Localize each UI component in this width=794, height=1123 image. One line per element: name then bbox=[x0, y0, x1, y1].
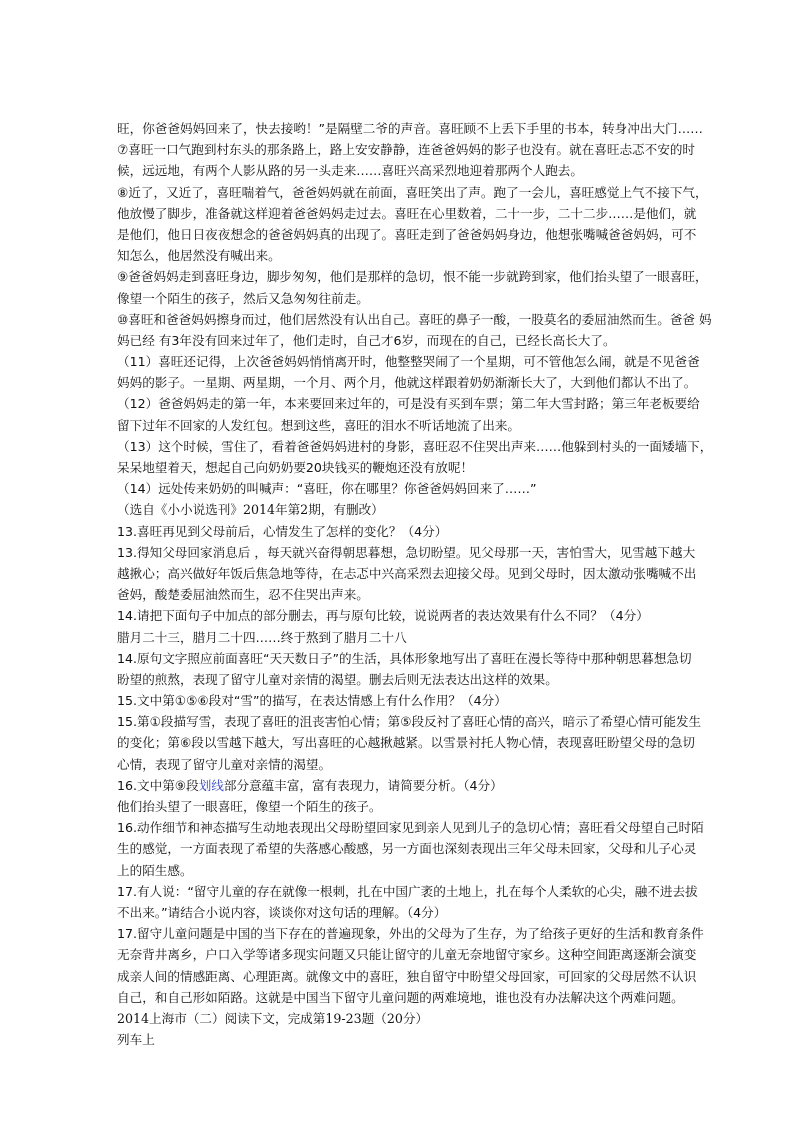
text-line: 的变化；第⑥段以雪越下越大，写出喜旺的心越揪越紧。以雪景衬托人物心情，表现喜旺盼望父母的急切 bbox=[117, 735, 696, 751]
source-note: （选自《小小说选刊》2014年第2期，有删改） bbox=[117, 502, 384, 518]
question-15: 15.文中第①⑤⑥段对“雪”的描写，在表达情感上有什么作用？（4分） bbox=[117, 693, 507, 709]
paragraph-9-line: ⑨爸爸妈妈走到喜旺身边，脚步匆匆，他们是那样的急切，恨不能一步就跨到家，他们抬头望了一眼喜旺， bbox=[117, 269, 708, 285]
answer-13-line: 13.得知父母回家消息后 ，每天就兴奋得朝思暮想，急切盼望。见父母那一天，害怕雪大，见雪越下越大 bbox=[117, 544, 696, 560]
question-16-suffix: 部分意蕴丰富，富有表现力，请简要分析。（4分） bbox=[223, 777, 503, 793]
question-16-prefix: 16.文中第⑨段 bbox=[117, 777, 199, 793]
article-title: 列车上 bbox=[117, 1032, 155, 1048]
paragraph-13-line: （13）这个时候，雪住了，看着爸爸妈妈进村的身影，喜旺忍不住哭出声来……他躲到村头的一面矮墙下， bbox=[117, 438, 713, 454]
question-13: 13.喜旺再见到父母前后，心情发生了怎样的变化？（4分） bbox=[117, 523, 448, 539]
text-line: 他放慢了脚步，准备就这样迎着爸爸妈妈走过去。喜旺在心里数着，二十一步，二十二步……是他们，就 bbox=[117, 205, 697, 221]
question-16 bbox=[117, 775, 677, 796]
paragraph-8-line: ⑧近了，又近了，喜旺喘着气，爸爸妈妈就在前面，喜旺笑出了声。跑了一会儿，喜旺感觉上气不接下气， bbox=[117, 184, 708, 200]
text-line: 像望一个陌生的孩子，然后又急匆匆往前走。 bbox=[117, 290, 369, 306]
text-line: 越揪心；高兴做好年饭后焦急地等待，在忐忑中兴高采烈去迎接父母。见到父母时，因太激动张嘴喊不出 bbox=[117, 565, 697, 581]
paragraph-10-line: ⑩喜旺和爸爸妈妈擦身而过，他们居然没有认出自己。喜旺的鼻子一酸，一股莫名的委屈油然而生。爸爸 妈 bbox=[117, 311, 712, 327]
text-line: 生的感觉，一方面表现了希望的失落感心酸感，另一方面也深刻表现出三年父母未回家，父母和儿子心灵 bbox=[117, 841, 697, 857]
document-page bbox=[117, 118, 713, 1050]
quoted-sentence: 腊月二十三，腊月二十四……终于熬到了腊月二十八 bbox=[117, 629, 407, 645]
text-line: 留下过年不回家的人发红包。想到这些，喜旺的泪水不听话地流了出来。 bbox=[117, 417, 520, 433]
question-17-line: 17.有人说：“留守儿童的存在就像一根刺，扎在中国广袤的土地上，扎在每个人柔软的心尖，融不进去拔 bbox=[117, 883, 698, 899]
text-line: 盼望的煎熬，表现了留守儿童对亲情的渴望。删去后则无法表达出这样的效果。 bbox=[117, 671, 558, 687]
text-line: 呆呆地望着天，想起自己向奶奶要20块钱买的鞭炮还没有放呢！ bbox=[117, 460, 474, 475]
answer-15-line: 15.第①段描写雪，表现了喜旺的沮丧害怕心情；第⑤段反衬了喜旺心情的高兴，暗示了希望心情可能发生 bbox=[117, 714, 702, 730]
paragraph-12-line: （12）爸爸妈妈走的第一年，本来要回来过年的，可是没有买到车票；第二年大雪封路；第三年老板要给 bbox=[117, 396, 700, 412]
section-heading: 2014上海市（二）阅读下文，完成第19-23题（20分） bbox=[117, 1010, 429, 1026]
paragraph-14-line: （14）远处传来奶奶的叫喊声：“喜旺，你在哪里？你爸爸妈妈回来了……” bbox=[117, 481, 537, 497]
text-line: 心情，表现了留守儿童对亲情的渴望。 bbox=[117, 756, 332, 772]
text-line: 候，远远地，有两个人影从路的另一头走来……喜旺兴高采烈地迎着那两个人跑去。 bbox=[117, 163, 583, 179]
answer-16-line: 16.动作细节和神态描写生动地表现出父母盼望回家见到亲人见到儿子的急切心情；喜旺看父母望自己时陌 bbox=[117, 820, 704, 836]
text-line: 知怎么，他居然没有喊出来。 bbox=[117, 248, 281, 264]
text-line: 爸妈，酸楚委屈油然而生，忍不住哭出声来。 bbox=[117, 587, 369, 603]
text-line: 成亲人间的情感距离、心理距离。就像文中的喜旺，独自留守中盼望父母回家，可回家的父母居然不认识 bbox=[117, 968, 697, 984]
text-line: 旺，你爸爸妈妈回来了，快去接哟！”是隔壁二爷的声音。喜旺顾不上丢下手里的书本，转身冲出大门…… bbox=[117, 121, 703, 136]
text-line: 上的陌生感。 bbox=[117, 862, 193, 878]
text-line: 妈妈的影子。一星期、两星期，一个月、两个月，他就这样跟着奶奶渐渐长大了，大到他们都认不出了。 bbox=[117, 375, 697, 391]
text-line: 妈已经 有3年没有回来过年了，他们走时，自己才6岁，而现在的自己，已经长高长大了。 bbox=[117, 332, 616, 348]
underlined-part-link[interactable]: 划线 bbox=[198, 777, 224, 793]
quoted-sentence: 他们抬头望了一眼喜旺，像望一个陌生的孩子。 bbox=[117, 799, 382, 814]
paragraph-7-line: ⑦喜旺一口气跑到村东头的那条路上，路上安安静静，连爸爸妈妈的影子也没有。就在喜旺忐忑不安的时 bbox=[117, 142, 696, 158]
question-14: 14.请把下面句子中加点的部分删去，再与原句比较，说说两者的表达效果有什么不同？（4分） bbox=[117, 608, 649, 624]
answer-17-line: 17.留守儿童问题是中国的当下存在的普遍现象，外出的父母为了生存，为了给孩子更好的生活和教育条件 bbox=[117, 926, 704, 942]
text-line: 无奈背井离乡，户口入学等诸多现实问题又只能让留守的儿童无奈地留守家乡。这种空间距离逐渐会演变 bbox=[117, 947, 697, 963]
answer-14-line: 14.原句文字照应前面喜旺“天天数日子”的生活，具体形象地写出了喜旺在漫长等待中那种朝思暮想急切 bbox=[117, 650, 692, 666]
text-line: 自己，和自己形如陌路。这就是中国当下留守儿童问题的两难境地，谁也没有办法解决这个两难问题。 bbox=[117, 989, 684, 1005]
text-line: 不出来。”请结合小说内容，谈谈你对这句话的理解。（4分） bbox=[117, 904, 447, 920]
text-line: 是他们，他日日夜夜想念的爸爸妈妈真的出现了。喜旺走到了爸爸妈妈身边，他想张嘴喊爸爸妈妈，可不 bbox=[117, 226, 697, 242]
paragraph-11-line: （11）喜旺还记得，上次爸爸妈妈悄悄离开时，他整整哭闹了一个星期，可不管他怎么闹，就是不见爸爸 bbox=[117, 354, 700, 370]
